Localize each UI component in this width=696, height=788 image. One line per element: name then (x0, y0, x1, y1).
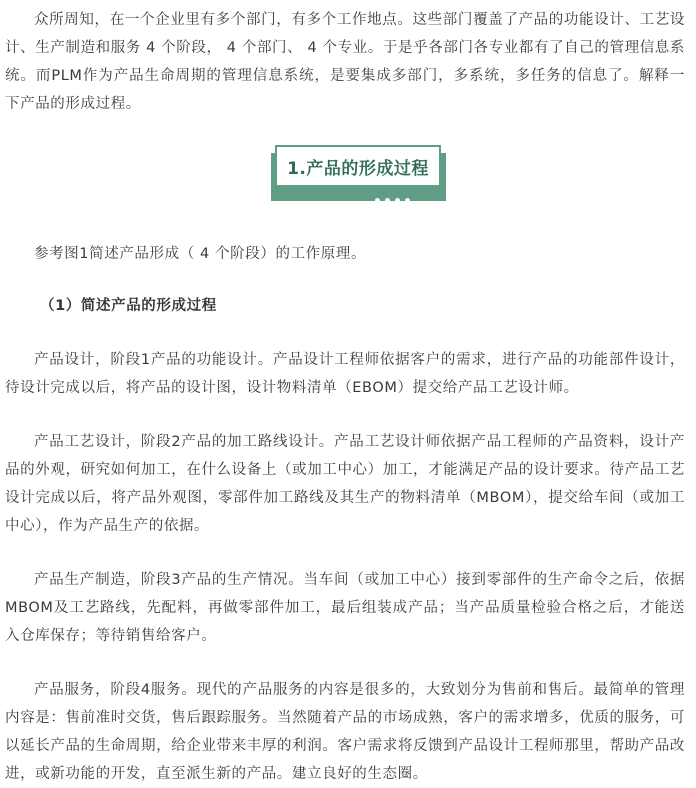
section-title: 1.产品的形成过程 (275, 145, 441, 187)
reference-paragraph: 参考图1简述产品形成（ 4 个阶段）的工作原理。 (34, 246, 367, 262)
section-title-block (271, 145, 449, 201)
stage3-paragraph: 产品生产制造，阶段3产品的生产情况。当车间（或加工中心）接到零部件的生产命令之后，依据MBOM及工艺路线，先配料，再做零部件加工，最后组装成产品；当产品质量检验合格之后，才能送入仓库保存；等待销售给客户。 (5, 572, 685, 644)
dot-icon (395, 198, 400, 203)
subheading: （1）简述产品的形成过程 (40, 298, 217, 314)
stage4-paragraph: 产品服务，阶段4服务。现代的产品服务的内容是很多的，大致划分为售前和售后。最简单的管理内容是：售前准时交货，售后跟踪服务。当然随着产品的市场成熟，客户的需求增多，优质的服务，可以延长产品的生命周期，给企业带来丰厚的利润。客户需求将反馈到产品设计工程师那里，帮助产品改进，或新功能的开发，直至派生新的产品。建立良好的生态圈。 (5, 682, 685, 782)
intro-paragraph: 众所周知，在一个企业里有多个部门，有多个工作地点。这些部门覆盖了产品的功能设计、工艺设计、生产制造和服务 4 个阶段， 4 个部门、 4 个专业。于是乎各部门各专业都有了自己的管理信息系统。而PLM作为产品生命周期的管理信息系统，是要集成多部门，多系统，多任务的信息了。解释一下产品的形成过程。 (5, 12, 685, 112)
stage2-paragraph: 产品工艺设计，阶段2产品的加工路线设计。产品工艺设计师依据产品工程师的产品资料，设计产品的外观，研究如何加工，在什么设备上（或加工中心）加工，才能满足产品的设计要求。待产品工艺设计完成以后，将产品外观图，零部件加工路线及其生产的物料清单（MBOM），提交给车间（或加工中心），作为产品生产的依据。 (5, 434, 685, 534)
dot-icon (405, 198, 410, 203)
dot-icon (385, 198, 390, 203)
dot-icon (375, 198, 380, 203)
title-dots-decoration (375, 198, 410, 203)
stage1-paragraph: 产品设计，阶段1产品的功能设计。产品设计工程师依据客户的需求，进行产品的功能部件设计，待设计完成以后，将产品的设计图，设计物料清单（EBOM）提交给产品工艺设计师。 (5, 352, 685, 396)
